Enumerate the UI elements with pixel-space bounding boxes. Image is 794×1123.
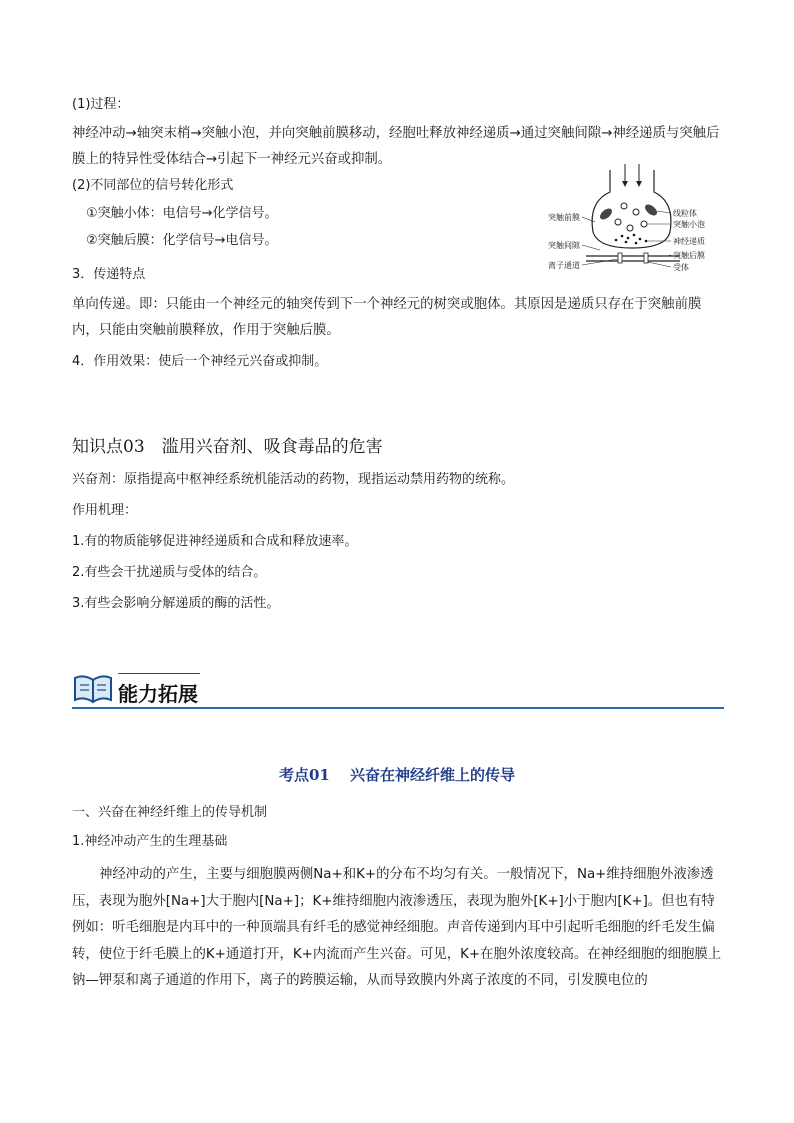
label-ion-channel: 离子通道 (548, 261, 580, 270)
kd01-paragraph: 神经冲动的产生，主要与细胞膜两侧Na+和K+的分布不均匀有关。一般情况下，Na+维持细胞外液渗透压，表现为胞外[Na+]大于胞内[Na+]；K+维持细胞内液渗透压，表现为胞外[K+]小于胞内[K+]。但也有特例如：听毛细胞是内耳中的一种顶端具有纤毛的感觉神经细胞。声音传递到内耳中引起听毛细胞的纤毛发生偏转，使位于纤毛膜上的K+通道打开，K+内流而产生兴奋。可见，K+在胞外浓度较高。在神经细胞的细胞膜上钠—钾泵和离子通道的作用下，离子的跨膜运输，从而导致膜内外离子浓度的不同，引发膜电位的 (72, 867, 722, 988)
label-postsynaptic: 突触后膜 (673, 251, 705, 260)
header-accent-line (118, 673, 200, 674)
kd01-title: 考点01 兴奋在神经纤维上的传导 (278, 766, 516, 784)
kp03-definition: 兴奋剂：原指提高中枢神经系统机能活动的药物，现指运动禁用药物的统称。 (72, 472, 515, 487)
item-3-title: 3．传递特点 (72, 267, 146, 282)
section-title: 能力拓展 (118, 682, 198, 706)
label-neurotransmitter: 神经递质 (673, 237, 705, 246)
label-mitochondria: 线粒体 (673, 209, 697, 218)
kp03-mechanism-label: 作用机理： (72, 503, 138, 518)
book-icon (72, 672, 114, 708)
label-presynaptic: 突触前膜 (548, 213, 580, 222)
kp03-mechanism-3: 3.有些会影响分解递质的酶的活性。 (72, 596, 280, 611)
process-label: (1)过程： (72, 97, 130, 112)
signal-label: (2)不同部位的信号转化形式 (72, 178, 234, 193)
kd01-sub1: 一、兴奋在神经纤维上的传导机制 (72, 805, 268, 820)
kp03-title: 知识点03 滥用兴奋剂、吸食毒品的危害 (72, 437, 383, 457)
item-4: 4．作用效果：使后一个神经元兴奋或抑制。 (72, 354, 328, 369)
signal-item-2: ②突触后膜：化学信号→电信号。 (86, 233, 278, 248)
section-rule (72, 707, 724, 709)
kp03-mechanism-2: 2.有些会干扰递质与受体的结合。 (72, 565, 267, 580)
item-3-text: 单向传递。即：只能由一个神经元的轴突传到下一个神经元的树突或胞体。其原因是递质只存在于突触前膜内，只能由突触前膜释放，作用于突触后膜。 (72, 297, 702, 338)
label-cleft: 突触间隙 (548, 241, 580, 250)
label-receptor: 受体 (673, 263, 689, 272)
kd01-sub2: 1.神经冲动产生的生理基础 (72, 834, 228, 849)
kp03-mechanism-1: 1.有的物质能够促进神经递质和合成和释放速率。 (72, 534, 358, 549)
synapse-diagram (548, 162, 718, 276)
signal-item-1: ①突触小体：电信号→化学信号。 (86, 206, 278, 221)
label-vesicle: 突触小泡 (673, 220, 705, 229)
process-text: 神经冲动→轴突末梢→突触小泡，并向突触前膜移动，经胞吐释放神经递质→通过突触间隙→神经递质与突触后膜上的特异性受体结合→引起下一神经元兴奋或抑制。 (72, 126, 720, 167)
